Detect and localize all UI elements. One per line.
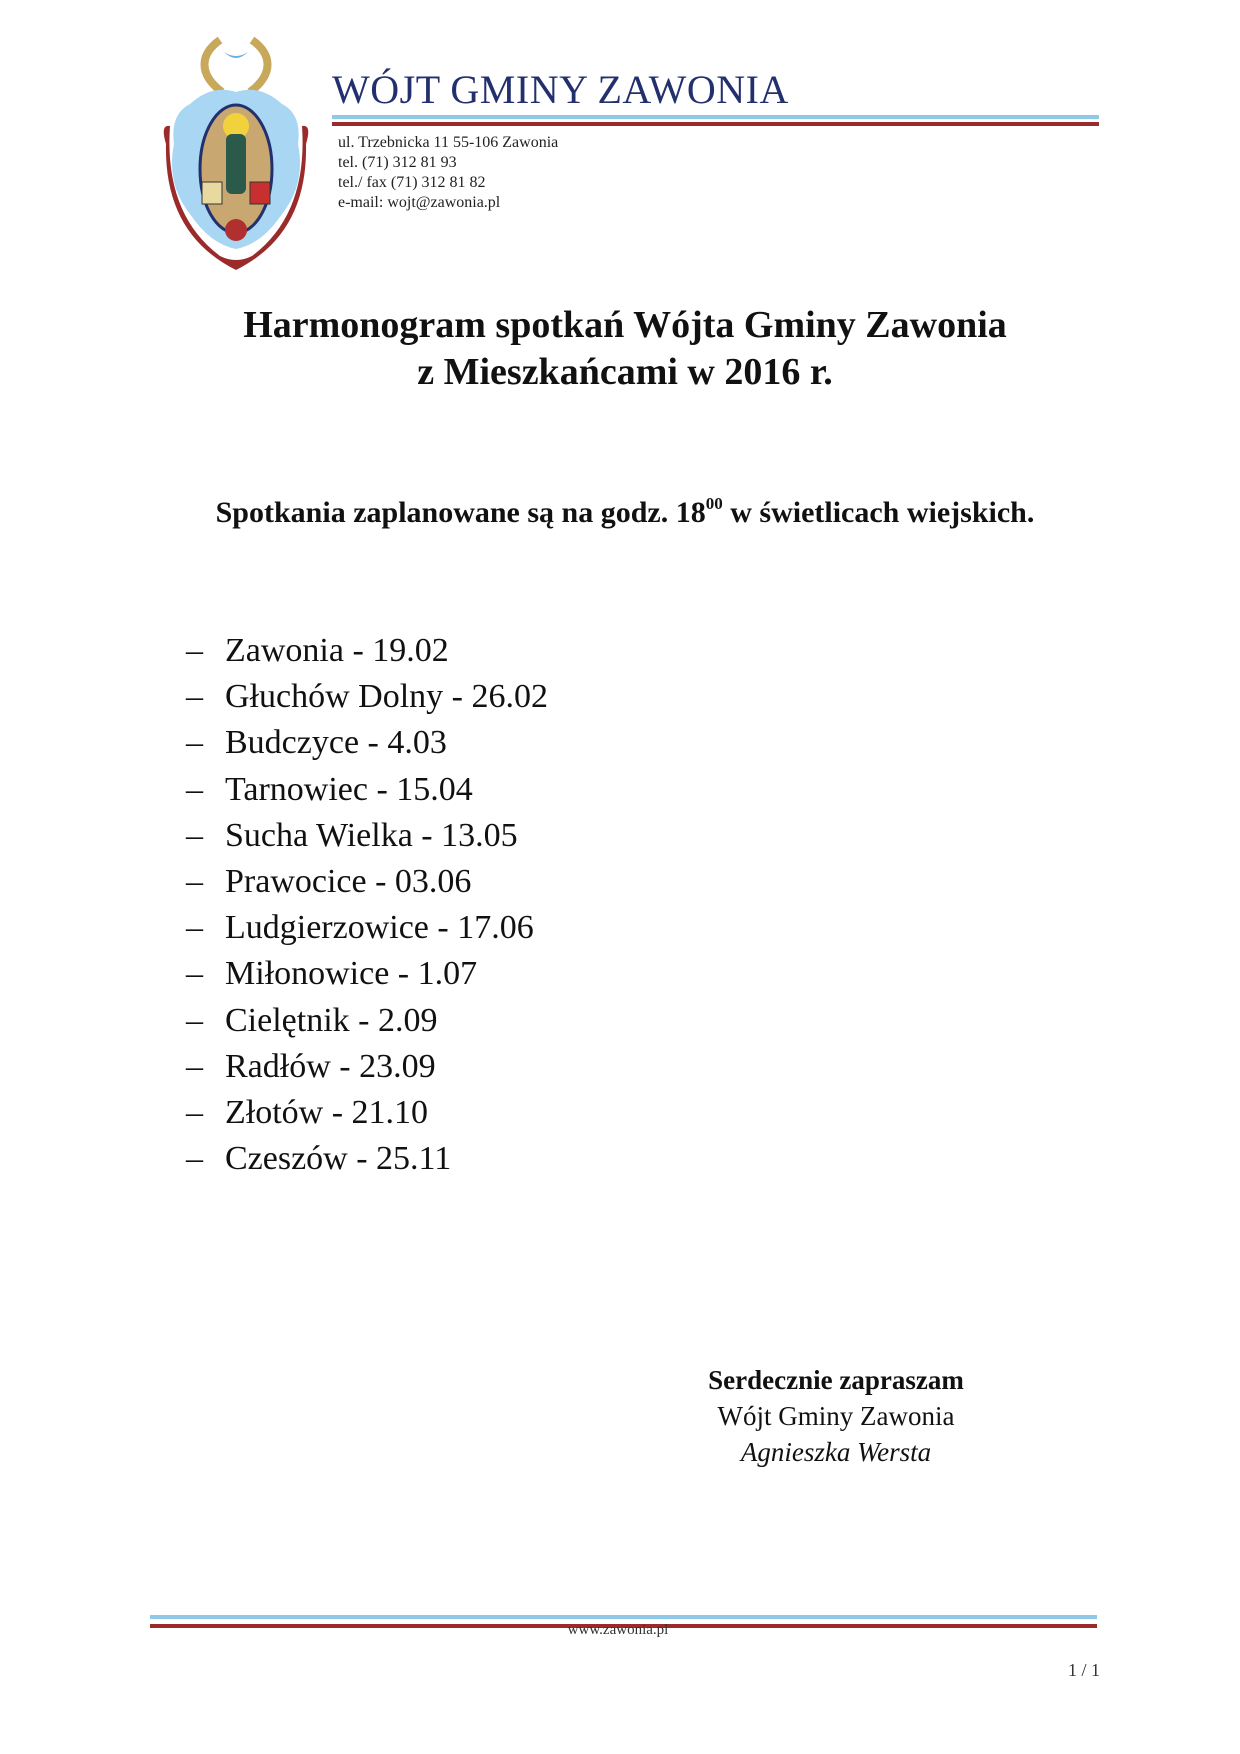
footer-divider-blue	[150, 1615, 1097, 1619]
schedule-item	[186, 628, 548, 674]
schedule-item-text: Sucha Wielka - 13.05	[225, 816, 518, 854]
page-number: 1 / 1	[1067, 1660, 1100, 1680]
schedule-item-text: Budczyce - 4.03	[225, 724, 447, 762]
dash-bullet: –	[186, 1094, 203, 1132]
schedule-list	[186, 628, 548, 1182]
schedule-item-text: Miłonowice - 1.07	[225, 955, 478, 993]
schedule-item-text: Tarnowiec - 15.04	[225, 770, 473, 808]
schedule-item-text: Głuchów Dolny - 26.02	[225, 678, 548, 716]
contact-block	[338, 133, 558, 213]
greeting: Serdecznie zapraszam	[708, 1365, 964, 1395]
signature-block	[636, 1362, 1036, 1470]
address: ul. Trzebnicka 11 55-106 Zawonia	[338, 134, 559, 151]
header-divider-red	[332, 122, 1099, 126]
schedule-item	[186, 905, 548, 951]
phone: tel. (71) 312 81 93	[338, 154, 457, 171]
schedule-item	[186, 674, 548, 720]
dash-bullet: –	[186, 724, 203, 762]
dash-bullet: –	[186, 1140, 203, 1178]
schedule-item-text: Radłów - 23.09	[225, 1047, 436, 1085]
coat-of-arms-logo	[160, 34, 312, 272]
schedule-item	[186, 1090, 548, 1136]
meeting-time-note	[0, 494, 1240, 530]
title-line-1: Harmonogram spotkań Wójta Gminy Zawonia	[243, 304, 1007, 346]
schedule-item	[186, 720, 548, 766]
schedule-item	[186, 1136, 548, 1182]
schedule-item	[186, 767, 548, 813]
header-divider-blue	[332, 115, 1099, 119]
note-minutes: 00	[705, 494, 723, 513]
schedule-item-text: Złotów - 21.10	[225, 1094, 429, 1132]
document-title	[0, 302, 1240, 396]
schedule-item-text: Zawonia - 19.02	[225, 632, 449, 669]
dash-bullet: –	[186, 863, 203, 901]
schedule-item	[186, 859, 548, 905]
dash-bullet: –	[186, 1047, 203, 1085]
phone-fax: tel./ fax (71) 312 81 82	[338, 174, 486, 191]
dash-bullet: –	[186, 955, 203, 993]
note-text-end: w świetlicach wiejskich.	[722, 496, 1035, 529]
dash-bullet: –	[186, 1001, 203, 1039]
schedule-item-text: Prawocice - 03.06	[225, 863, 472, 901]
note-text: Spotkania zaplanowane są na godz. 18	[215, 496, 706, 529]
dash-bullet: –	[186, 678, 203, 716]
schedule-item	[186, 813, 548, 859]
organization-title: WÓJT GMINY ZAWONIA	[332, 67, 789, 112]
schedule-item-text: Ludgierzowice - 17.06	[225, 909, 534, 947]
website-link[interactable]: www.zawonia.pl	[567, 1622, 669, 1638]
dash-bullet: –	[186, 632, 203, 669]
dash-bullet: –	[186, 816, 203, 854]
schedule-item	[186, 951, 548, 997]
dash-bullet: –	[186, 770, 203, 808]
schedule-item	[186, 998, 548, 1044]
signer-name: Agnieszka Wersta	[740, 1437, 932, 1467]
title-line-2: z Mieszkańcami w 2016 r.	[417, 351, 833, 393]
dash-bullet: –	[186, 909, 203, 947]
signer-role: Wójt Gminy Zawonia	[717, 1401, 955, 1431]
schedule-item-text: Czeszów - 25.11	[225, 1140, 452, 1178]
schedule-item-text: Cielętnik - 2.09	[225, 1001, 438, 1039]
email: e-mail: wojt@zawonia.pl	[338, 194, 501, 211]
schedule-item	[186, 1044, 548, 1090]
